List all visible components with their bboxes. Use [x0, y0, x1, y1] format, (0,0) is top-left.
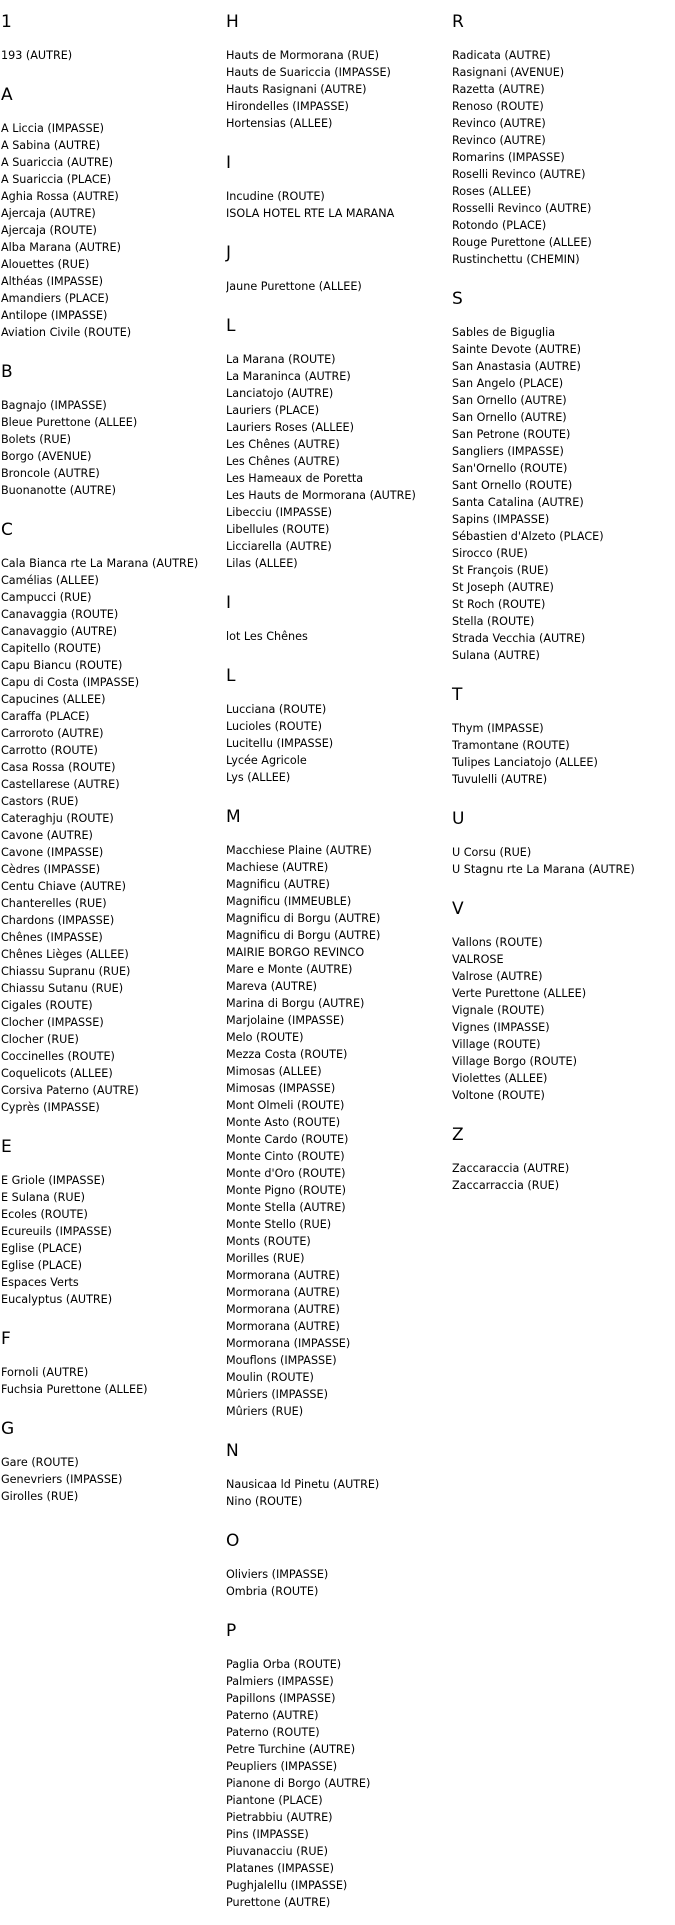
street-entry: Thym (IMPASSE)	[452, 722, 544, 735]
street-entry: U Stagnu rte La Marana (AUTRE)	[452, 863, 635, 876]
letter-section	[452, 289, 674, 664]
street-entry: Platanes (IMPASSE)	[226, 1862, 334, 1875]
street-entry: Monte Cinto (ROUTE)	[226, 1150, 345, 1163]
street-entry: Capucines (ALLEE)	[1, 693, 106, 706]
street-entry: Rustinchettu (CHEMIN)	[452, 253, 580, 266]
street-entry: Zaccaraccia (AUTRE)	[452, 1162, 570, 1175]
street-entry: Roselli Revinco (AUTRE)	[452, 168, 586, 181]
section-letter: H	[226, 12, 239, 32]
letter-section	[226, 666, 446, 786]
street-list	[226, 628, 446, 645]
street-entry: Rotondo (PLACE)	[452, 219, 547, 232]
street-entry: Carroroto (AUTRE)	[1, 727, 104, 740]
street-entry: Moulin (ROUTE)	[226, 1371, 314, 1384]
section-letter: O	[226, 1531, 240, 1551]
street-entry: Mont Olmeli (ROUTE)	[226, 1099, 345, 1112]
street-entry: La Maraninca (AUTRE)	[226, 370, 351, 383]
street-entry: Rouge Purettone (ALLEE)	[452, 236, 592, 249]
street-entry: Hauts de Mormorana (RUE)	[226, 49, 380, 62]
street-entry: Cèdres (IMPASSE)	[1, 863, 101, 876]
street-entry: Lauriers (PLACE)	[226, 404, 320, 417]
street-entry: San'Ornello (ROUTE)	[452, 462, 568, 475]
street-entry: Monte Asto (ROUTE)	[226, 1116, 341, 1129]
street-list	[1, 120, 219, 341]
street-list	[226, 701, 446, 786]
street-entry: Magnificu (AUTRE)	[226, 878, 330, 891]
street-entry: Aviation Civile (ROUTE)	[1, 326, 132, 339]
street-entry: La Marana (ROUTE)	[226, 353, 336, 366]
street-entry: Mûriers (IMPASSE)	[226, 1388, 328, 1401]
street-entry: Petre Turchine (AUTRE)	[226, 1743, 356, 1756]
street-entry: Cala Bianca rte La Marana (AUTRE)	[1, 557, 199, 570]
street-entry: Genevriers (IMPASSE)	[1, 1473, 123, 1486]
street-entry: Borgo (AVENUE)	[1, 450, 92, 463]
street-entry: Purettone (AUTRE)	[226, 1896, 331, 1909]
letter-section	[452, 1125, 674, 1194]
street-entry: lot Les Chênes	[226, 630, 308, 643]
street-entry: Monte Stello (RUE)	[226, 1218, 332, 1231]
section-letter: U	[452, 809, 465, 829]
street-entry: Morilles (RUE)	[226, 1252, 305, 1265]
section-letter: P	[226, 1621, 237, 1641]
street-entry: Mezza Costa (ROUTE)	[226, 1048, 348, 1061]
street-entry: Rosselli Revinco (AUTRE)	[452, 202, 592, 215]
street-entry: Village (ROUTE)	[452, 1038, 541, 1051]
street-entry: Eucalyptus (AUTRE)	[1, 1293, 113, 1306]
street-entry: Sables de Biguglia	[452, 326, 556, 339]
letter-section	[452, 12, 674, 268]
street-entry: Revinco (AUTRE)	[452, 117, 546, 130]
street-entry: Renoso (ROUTE)	[452, 100, 544, 113]
street-list	[226, 351, 446, 572]
street-list	[452, 934, 674, 1104]
street-entry: Vignale (ROUTE)	[452, 1004, 545, 1017]
street-entry: Revinco (AUTRE)	[452, 134, 546, 147]
street-list	[452, 720, 674, 788]
street-entry: San Ornello (AUTRE)	[452, 394, 567, 407]
section-letter: B	[1, 362, 13, 382]
section-letter: I	[226, 593, 232, 613]
street-entry: Zaccarraccia (RUE)	[452, 1179, 560, 1192]
street-entry: Fuchsia Purettone (ALLEE)	[1, 1383, 148, 1396]
street-entry: Santa Catalina (AUTRE)	[452, 496, 584, 509]
street-entry: Cavone (IMPASSE)	[1, 846, 104, 859]
street-entry: Sapins (IMPASSE)	[452, 513, 550, 526]
street-entry: Canavaggio (AUTRE)	[1, 625, 118, 638]
street-entry: Lucciana (ROUTE)	[226, 703, 327, 716]
letter-section	[226, 1621, 446, 1911]
street-entry: St Roch (ROUTE)	[452, 598, 546, 611]
section-letter: C	[1, 520, 13, 540]
street-entry: Roses (ALLEE)	[452, 185, 532, 198]
street-entry: Licciarella (AUTRE)	[226, 540, 332, 553]
street-entry: Eglise (PLACE)	[1, 1259, 82, 1272]
street-entry: Libellules (ROUTE)	[226, 523, 330, 536]
street-entry: Cateraghju (ROUTE)	[1, 812, 114, 825]
street-entry: Capu di Costa (IMPASSE)	[1, 676, 140, 689]
street-entry: Marina di Borgu (AUTRE)	[226, 997, 365, 1010]
street-entry: Mimosas (ALLEE)	[226, 1065, 322, 1078]
section-letter: E	[1, 1137, 12, 1157]
street-entry: Violettes (ALLEE)	[452, 1072, 548, 1085]
street-entry: Sulana (AUTRE)	[452, 649, 540, 662]
street-entry: Espaces Verts	[1, 1276, 79, 1289]
street-entry: Capu Biancu (ROUTE)	[1, 659, 123, 672]
street-entry: Peupliers (IMPASSE)	[226, 1760, 338, 1773]
street-entry: Hauts Rasignani (AUTRE)	[226, 83, 367, 96]
section-letter: A	[1, 85, 13, 105]
street-entry: Ajercaja (ROUTE)	[1, 224, 97, 237]
street-list	[226, 842, 446, 1420]
street-entry: Radicata (AUTRE)	[452, 49, 551, 62]
street-entry: Incudine (ROUTE)	[226, 190, 325, 203]
street-entry: Alba Marana (AUTRE)	[1, 241, 121, 254]
street-entry: Canavaggia (ROUTE)	[1, 608, 119, 621]
letter-section	[226, 1441, 446, 1510]
street-entry: Bagnajo (IMPASSE)	[1, 399, 107, 412]
section-letter: T	[452, 685, 463, 705]
street-entry: A Suariccia (PLACE)	[1, 173, 112, 186]
street-entry: Marjolaine (IMPASSE)	[226, 1014, 345, 1027]
street-entry: E Sulana (RUE)	[1, 1191, 86, 1204]
street-entry: Lycée Agricole	[226, 754, 307, 767]
street-entry: Mimosas (IMPASSE)	[226, 1082, 336, 1095]
street-entry: Nausicaa ld Pinetu (AUTRE)	[226, 1478, 380, 1491]
street-list	[1, 47, 219, 64]
letter-section	[1, 362, 219, 499]
street-entry: Jaune Purettone (ALLEE)	[226, 280, 362, 293]
street-entry: Mormorana (IMPASSE)	[226, 1337, 351, 1350]
street-entry: San Angelo (PLACE)	[452, 377, 564, 390]
street-entry: Chanterelles (RUE)	[1, 897, 107, 910]
street-entry: Mormorana (AUTRE)	[226, 1269, 340, 1282]
street-entry: Ecoles (ROUTE)	[1, 1208, 88, 1221]
street-entry: Stella (ROUTE)	[452, 615, 535, 628]
street-entry: Broncole (AUTRE)	[1, 467, 100, 480]
street-entry: Monte Pigno (ROUTE)	[226, 1184, 347, 1197]
street-entry: Monte Cardo (ROUTE)	[226, 1133, 349, 1146]
section-letter: S	[452, 289, 463, 309]
letter-section	[1, 1329, 219, 1398]
letter-section	[452, 899, 674, 1104]
street-entry: A Suariccia (AUTRE)	[1, 156, 114, 169]
letter-section	[226, 243, 446, 295]
street-list	[1, 555, 219, 1116]
street-entry: Lauriers Roses (ALLEE)	[226, 421, 354, 434]
section-letter: Z	[452, 1125, 464, 1145]
street-entry: Cigales (ROUTE)	[1, 999, 93, 1012]
section-letter: I	[226, 153, 232, 173]
street-entry: Magnificu di Borgu (AUTRE)	[226, 929, 381, 942]
street-entry: Althéas (IMPASSE)	[1, 275, 103, 288]
street-entry: Romarins (IMPASSE)	[452, 151, 565, 164]
street-entry: Rasignani (AVENUE)	[452, 66, 565, 79]
street-entry: Village Borgo (ROUTE)	[452, 1055, 577, 1068]
street-entry: Tramontane (ROUTE)	[452, 739, 570, 752]
street-list	[1, 1454, 219, 1505]
street-entry: St Joseph (AUTRE)	[452, 581, 554, 594]
street-entry: Antilope (IMPASSE)	[1, 309, 108, 322]
street-entry: St François (RUE)	[452, 564, 549, 577]
street-entry: Sangliers (IMPASSE)	[452, 445, 564, 458]
street-entry: Monts (ROUTE)	[226, 1235, 311, 1248]
street-entry: Mormorana (AUTRE)	[226, 1286, 340, 1299]
street-entry: Castors (RUE)	[1, 795, 79, 808]
street-entry: ISOLA HOTEL RTE LA MARANA	[226, 207, 395, 220]
street-entry: Monte d'Oro (ROUTE)	[226, 1167, 346, 1180]
street-entry: Piantone (PLACE)	[226, 1794, 323, 1807]
street-entry: Cyprès (IMPASSE)	[1, 1101, 100, 1114]
street-entry: Lilas (ALLEE)	[226, 557, 298, 570]
street-entry: Ajercaja (AUTRE)	[1, 207, 96, 220]
street-entry: Pins (IMPASSE)	[226, 1828, 309, 1841]
street-list	[226, 188, 446, 222]
section-letter: J	[226, 243, 232, 263]
street-entry: Macchiese Plaine (AUTRE)	[226, 844, 372, 857]
street-entry: Hirondelles (IMPASSE)	[226, 100, 349, 113]
street-entry: Les Chênes (AUTRE)	[226, 455, 340, 468]
street-entry: Lanciatojo (AUTRE)	[226, 387, 334, 400]
letter-section	[226, 593, 446, 645]
street-entry: Les Chênes (AUTRE)	[226, 438, 340, 451]
street-entry: MAIRIE BORGO REVINCO	[226, 946, 365, 959]
street-list	[226, 47, 446, 132]
letter-section	[1, 1137, 219, 1308]
street-entry: Tulipes Lanciatojo (ALLEE)	[452, 756, 598, 769]
street-entry: Mûriers (RUE)	[226, 1405, 304, 1418]
street-entry: Campucci (RUE)	[1, 591, 92, 604]
street-entry: Sainte Devote (AUTRE)	[452, 343, 582, 356]
letter-section	[452, 809, 674, 878]
street-entry: Valrose (AUTRE)	[452, 970, 543, 983]
street-entry: Hauts de Suariccia (IMPASSE)	[226, 66, 391, 79]
street-entry: Corsiva Paterno (AUTRE)	[1, 1084, 139, 1097]
street-entry: Machiese (AUTRE)	[226, 861, 329, 874]
street-entry: Chiassu Supranu (RUE)	[1, 965, 131, 978]
street-entry: Razetta (AUTRE)	[452, 83, 545, 96]
letter-section	[226, 807, 446, 1420]
street-entry: Coquelicots (ALLEE)	[1, 1067, 113, 1080]
street-entry: U Corsu (RUE)	[452, 846, 532, 859]
street-list	[452, 1160, 674, 1194]
letter-section	[226, 316, 446, 572]
section-letter: G	[1, 1419, 15, 1439]
street-entry: Chênes Lièges (ALLEE)	[1, 948, 129, 961]
street-entry: Eglise (PLACE)	[1, 1242, 82, 1255]
section-letter: N	[226, 1441, 239, 1461]
street-entry: Palmiers (IMPASSE)	[226, 1675, 334, 1688]
street-list	[1, 1172, 219, 1308]
section-letter: R	[452, 12, 464, 32]
street-entry: Mareva (AUTRE)	[226, 980, 318, 993]
street-entry: Pughjalellu (IMPASSE)	[226, 1879, 348, 1892]
street-entry: Mare e Monte (AUTRE)	[226, 963, 353, 976]
street-entry: Lys (ALLEE)	[226, 771, 291, 784]
street-entry: Gare (ROUTE)	[1, 1456, 79, 1469]
section-letter: L	[226, 666, 236, 686]
street-entry: Lucioles (ROUTE)	[226, 720, 323, 733]
street-entry: Castellarese (AUTRE)	[1, 778, 120, 791]
street-entry: Pianone di Borgo (AUTRE)	[226, 1777, 371, 1790]
letter-section	[1, 85, 219, 341]
street-entry: Girolles (RUE)	[1, 1490, 79, 1503]
street-list	[226, 1656, 446, 1911]
street-entry: VALROSE	[452, 953, 504, 966]
street-entry: San Petrone (ROUTE)	[452, 428, 571, 441]
street-entry: Oliviers (IMPASSE)	[226, 1568, 329, 1581]
street-entry: Caraffa (PLACE)	[1, 710, 90, 723]
street-entry: Sant Ornello (ROUTE)	[452, 479, 573, 492]
street-entry: Alouettes (RUE)	[1, 258, 90, 271]
street-entry: Chênes (IMPASSE)	[1, 931, 103, 944]
street-entry: Buonanotte (AUTRE)	[1, 484, 116, 497]
street-entry: Monte Stella (AUTRE)	[226, 1201, 346, 1214]
letter-section	[1, 12, 219, 64]
street-entry: Paterno (ROUTE)	[226, 1726, 320, 1739]
street-entry: Vallons (ROUTE)	[452, 936, 543, 949]
section-letter: F	[1, 1329, 11, 1349]
street-entry: Hortensias (ALLEE)	[226, 117, 333, 130]
section-letter: M	[226, 807, 241, 827]
street-entry: San Anastasia (AUTRE)	[452, 360, 581, 373]
street-entry: Cavone (AUTRE)	[1, 829, 93, 842]
letter-section	[226, 153, 446, 222]
street-entry: Vignes (IMPASSE)	[452, 1021, 550, 1034]
letter-section	[1, 520, 219, 1116]
street-entry: Les Hauts de Mormorana (AUTRE)	[226, 489, 416, 502]
street-entry: Fornoli (AUTRE)	[1, 1366, 89, 1379]
street-entry: Sirocco (RUE)	[452, 547, 528, 560]
street-entry: A Sabina (AUTRE)	[1, 139, 101, 152]
letter-section	[226, 12, 446, 132]
street-entry: Mouflons (IMPASSE)	[226, 1354, 337, 1367]
street-entry: Nino (ROUTE)	[226, 1495, 303, 1508]
street-entry: Paglia Orba (ROUTE)	[226, 1658, 342, 1671]
street-entry: Verte Purettone (ALLEE)	[452, 987, 587, 1000]
street-entry: Mormorana (AUTRE)	[226, 1303, 340, 1316]
street-list	[1, 1364, 219, 1398]
street-entry: Paterno (AUTRE)	[226, 1709, 319, 1722]
street-entry: Chiassu Sutanu (RUE)	[1, 982, 124, 995]
street-entry: Voltone (ROUTE)	[452, 1089, 545, 1102]
street-entry: Les Hameaux de Poretta	[226, 472, 364, 485]
street-entry: Sébastien d'Alzeto (PLACE)	[452, 530, 604, 543]
street-list	[226, 1476, 446, 1510]
street-entry: Casa Rossa (ROUTE)	[1, 761, 116, 774]
street-list	[452, 47, 674, 268]
index-column-3	[452, 0, 674, 1194]
street-entry: Lucitellu (IMPASSE)	[226, 737, 334, 750]
street-entry: Strada Vecchia (AUTRE)	[452, 632, 586, 645]
street-entry: Ecureuils (IMPASSE)	[1, 1225, 112, 1238]
letter-section	[1, 1419, 219, 1505]
street-list	[226, 278, 446, 295]
street-entry: Magnificu di Borgu (AUTRE)	[226, 912, 381, 925]
street-entry: Mormorana (AUTRE)	[226, 1320, 340, 1333]
street-entry: Tuvulelli (AUTRE)	[452, 773, 548, 786]
street-entry: E Griole (IMPASSE)	[1, 1174, 106, 1187]
street-entry: Clocher (RUE)	[1, 1033, 79, 1046]
index-column-2	[226, 0, 446, 1911]
street-list	[452, 844, 674, 878]
street-entry: Libecciu (IMPASSE)	[226, 506, 333, 519]
section-letter: V	[452, 899, 464, 919]
section-letter: L	[226, 316, 236, 336]
street-entry: Amandiers (PLACE)	[1, 292, 109, 305]
street-entry: Pietrabbiu (AUTRE)	[226, 1811, 333, 1824]
street-entry: Ombria (ROUTE)	[226, 1585, 319, 1598]
street-list	[226, 1566, 446, 1600]
street-entry: San Ornello (AUTRE)	[452, 411, 567, 424]
street-entry: Aghia Rossa (AUTRE)	[1, 190, 119, 203]
street-entry: Magnificu (IMMEUBLE)	[226, 895, 352, 908]
street-list	[1, 397, 219, 499]
street-entry: Clocher (IMPASSE)	[1, 1016, 104, 1029]
street-entry: Bleue Purettone (ALLEE)	[1, 416, 138, 429]
street-entry: A Liccia (IMPASSE)	[1, 122, 105, 135]
street-entry: Capitello (ROUTE)	[1, 642, 102, 655]
street-list	[452, 324, 674, 664]
street-entry: Chardons (IMPASSE)	[1, 914, 115, 927]
letter-section	[226, 1531, 446, 1600]
street-entry: Piuvanacciu (RUE)	[226, 1845, 328, 1858]
street-entry: Carrotto (ROUTE)	[1, 744, 98, 757]
street-entry: 193 (AUTRE)	[1, 49, 73, 62]
index-column-1	[1, 0, 219, 1505]
street-entry: Papillons (IMPASSE)	[226, 1692, 336, 1705]
street-entry: Melo (ROUTE)	[226, 1031, 304, 1044]
street-entry: Camélias (ALLEE)	[1, 574, 99, 587]
letter-section	[452, 685, 674, 788]
street-entry: Coccinelles (ROUTE)	[1, 1050, 115, 1063]
section-letter: 1	[1, 12, 12, 32]
street-entry: Centu Chiave (AUTRE)	[1, 880, 126, 893]
street-entry: Bolets (RUE)	[1, 433, 72, 446]
